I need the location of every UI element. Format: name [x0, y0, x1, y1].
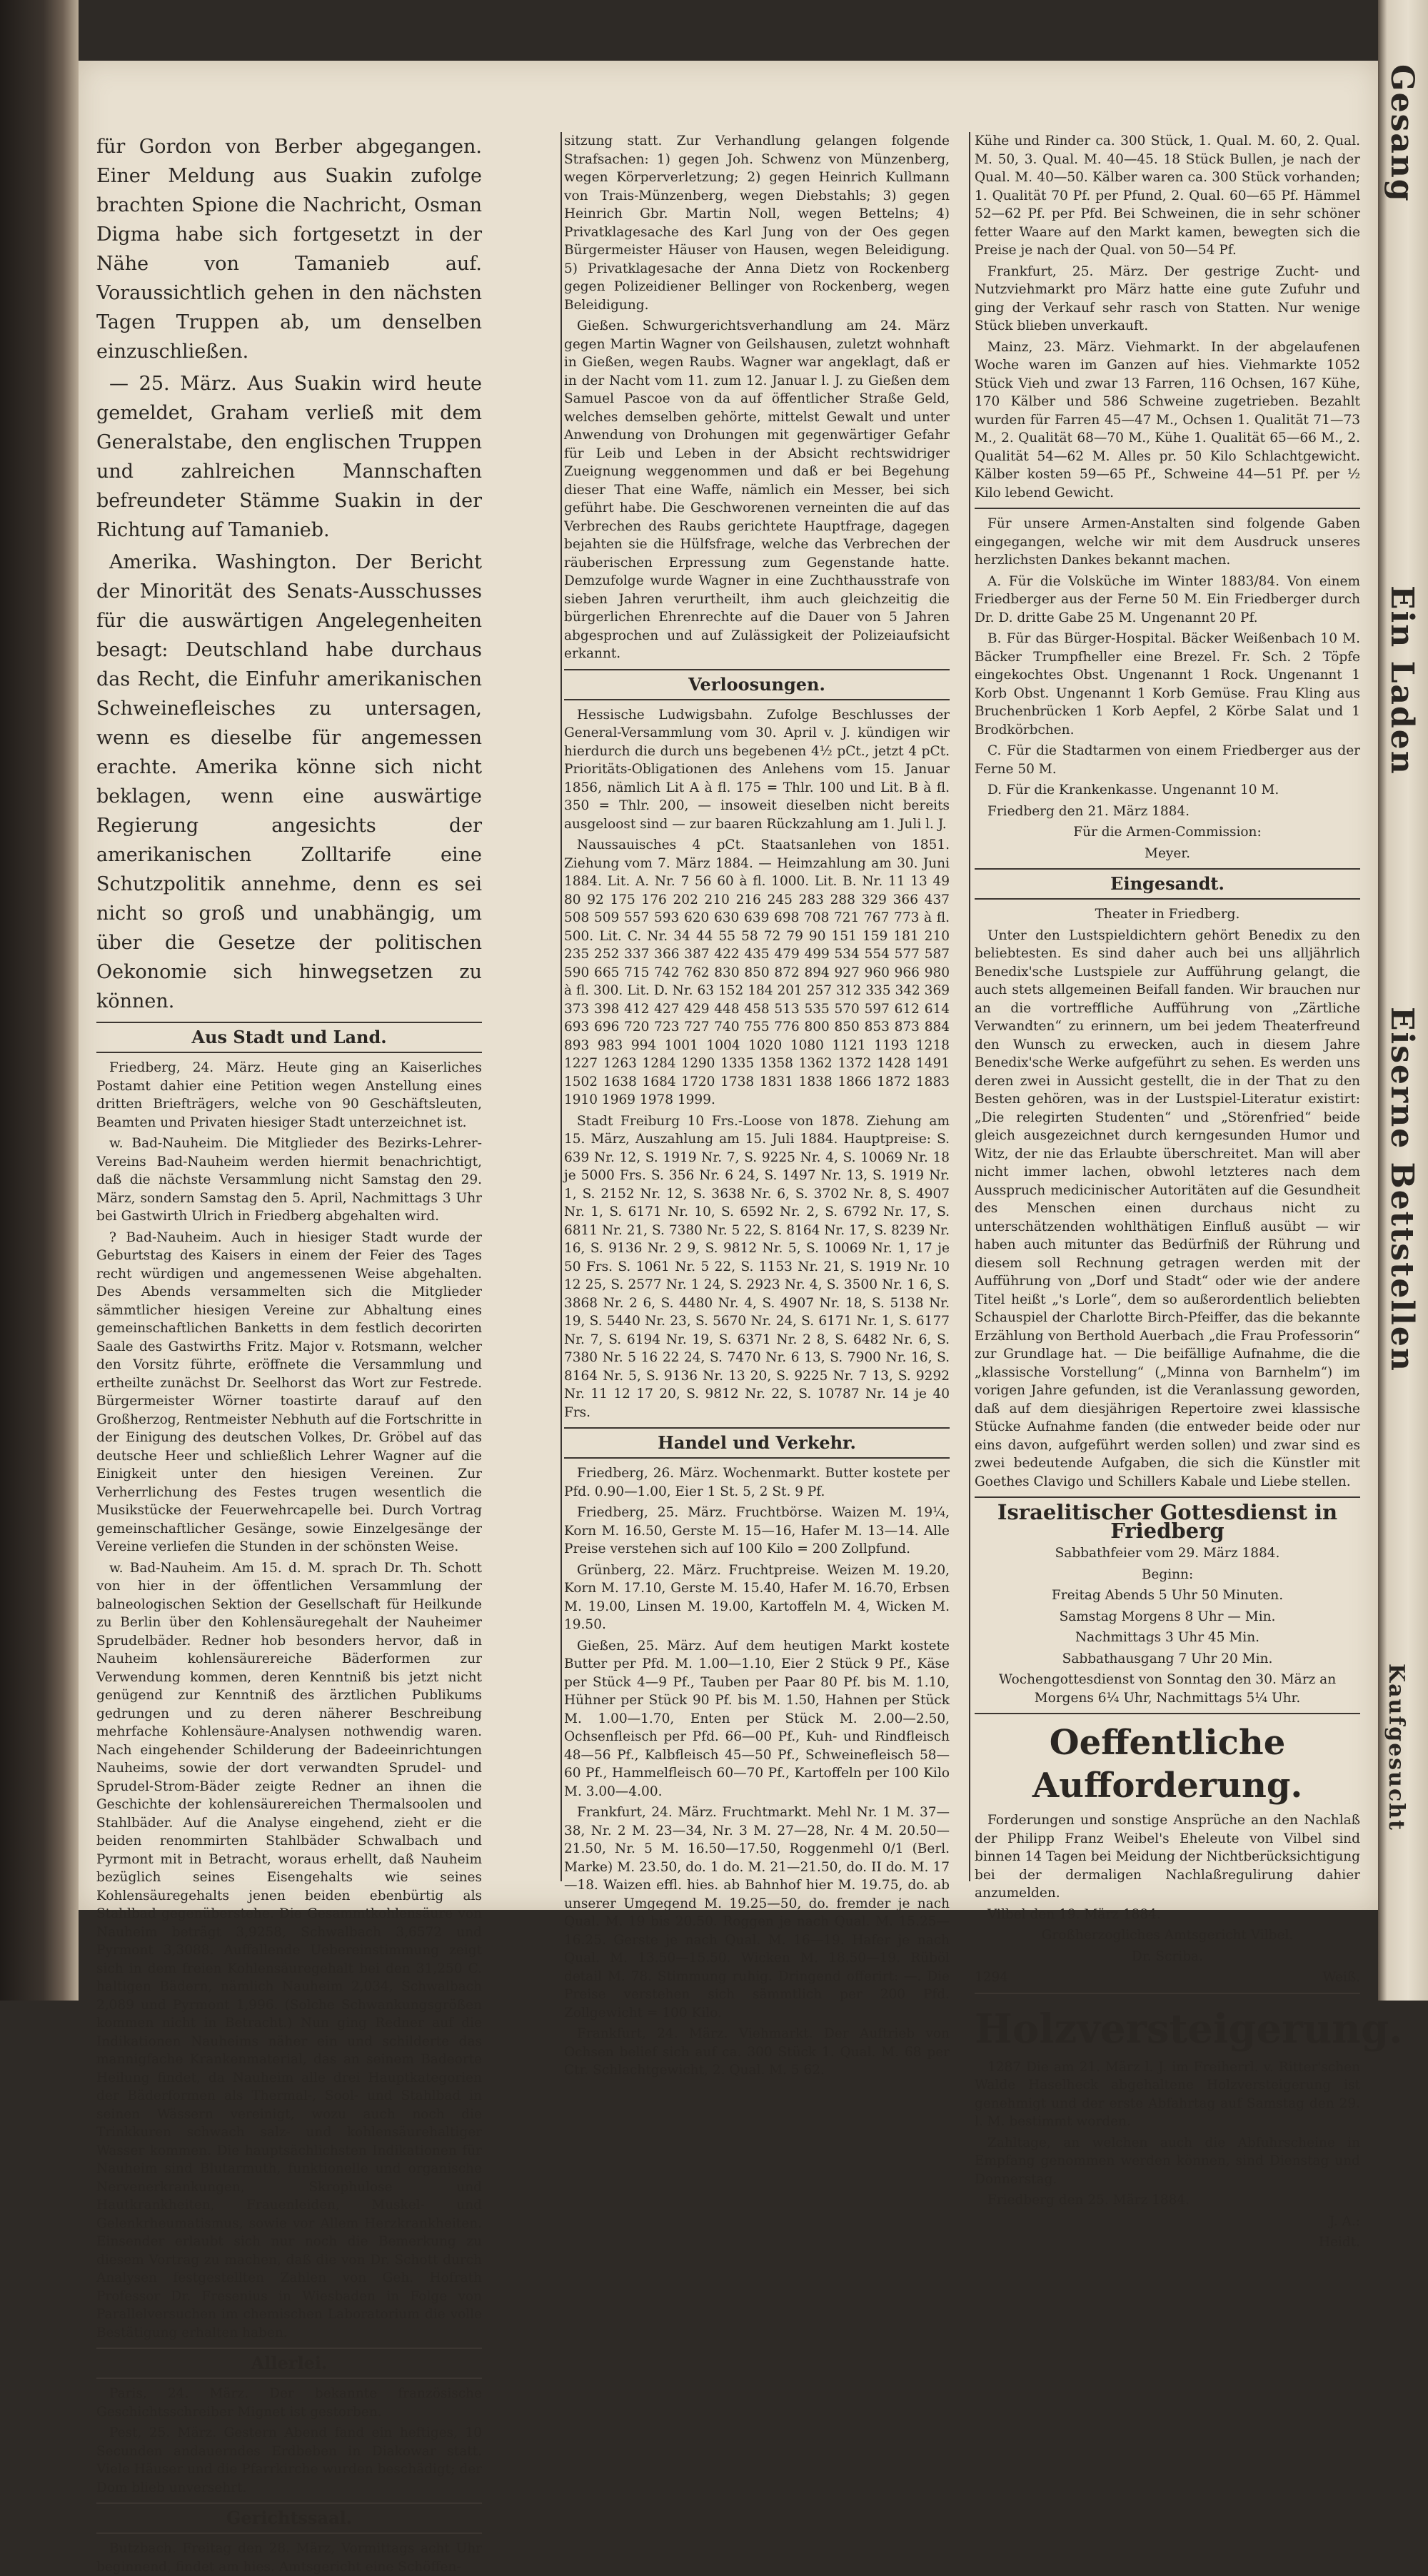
- article-text: Pest, 25. März. Gestern Abend fand ein heftiges, 10 Secunden andauerndes Erdbeben in Diakowar statt. Viele Häuser und die Pfarrkirche wurden beschädigt; der Dom blieb unversehrt.: [96, 2425, 482, 2495]
- column-1: [96, 132, 482, 2575]
- article-text: D. Für die Krankenkasse. Ungenannt 10 M.: [987, 783, 1279, 798]
- article-text: Butzbach. Freitag den 28. März, Vormittags acht Uhr beginnend, findet am hies. Amtsgericht eine Schöffen-: [96, 2541, 482, 2575]
- article-text: Friedberg, 25. März. Fruchtbörse. Waizen M. 19¼, Korn M. 16.50, Gerste M. 15—16, Hafer M. 13—14. Alle Preise verstehen sich auf 100 Kilo = 200 Zollpfund.: [564, 1505, 950, 1556]
- advertisement-signature: Weiß.: [1322, 1970, 1360, 1985]
- dateline: Friedberg den 21. März 1884.: [987, 803, 1190, 819]
- article-text: Mainz, 23. März. Viehmarkt. In der abgelaufenen Woche waren im Ganzen auf hies. Viehmarkte 1052 Stück Vieh und zwar 13 Farren, 116 Ochsen, 167 Kühe, 170 Kälber und 586 Schweine zugetrieben. Bezahlt wurden für Farren 45—47 M., Ochsen 1. Qualität 71—73 M., 2. Qualität 68—70 M., Kühe 1. Qualität 65—66 M., 2. Qualität 54—62 M. Alles pr. 50 Kilo Schlachtgewicht. Kälber kosten 59—65 Pf., Schweine 44—51 Pf. per ½ Kilo lebend Gewicht.: [975, 339, 1360, 500]
- divider: [975, 1993, 1360, 1994]
- article-text: ? Bad-Nauheim. Auch in hiesiger Stadt wurde der Geburtstag des Kaisers in einem der Feier des Tages recht würdigen und angemessenen Weise abgehalten. Des Abends versammelten sich die Mitglieder sämmtlicher hiesigen Vereine zur Abhaltung eines gemeinschaftlichen Banketts in dem festlich decorirten Saale des Gastwirths Fritz. Major v. Rotsmann, welcher den Vorsitz führte, eröffnete die Versammlung und ertheilte zunächst Dr. Seelhorst das Wort zur Festrede. Bürgermeister Wörner toastirte darauf auf den Großherzog, Rentmeister Nebhuth auf die Fortschritte in der Einigung des deutschen Volkes, Dr. Gröbel auf das deutsche Heer und schließlich Lehrer Wagner auf die Einigkeit unter den hiesigen Vereinen. Zur Verherrlichung des Festes trugen wesentlich die Musikstücke der Feuerwehrcapelle bei. Durch Vortrag gemeinschaftlicher Gesänge, sowie Einzelgesänge der Vereine verliefen die Stunden in der schönsten Weise.: [96, 1229, 482, 1554]
- article-text: Friedberg, 24. März. Heute ging an Kaiserliches Postamt dahier eine Petition wegen Anstellung eines dritten Briefträgers, welche von 90 Geschäftsleuten, Beamten und Privaten hiesiger Stadt unterzeichnet ist.: [96, 1060, 482, 1130]
- edge-text-3: Eiserne Bettstellen: [1384, 1007, 1420, 1372]
- edge-text-2: Ein Laden: [1384, 585, 1420, 775]
- article-text: für Gordon von Berber abgegangen. Einer Meldung aus Suakin zufolge brachten Spione die Nachricht, Osman Digma habe sich fortgesetzt in der Nähe von Tamanieb auf. Voraussichtlich gehen in den nächsten Tagen Truppen ab, um denselben einzuschließen.: [96, 136, 482, 363]
- article-text: Friedberg, 26. März. Wochenmarkt. Butter kostete per Pfd. 0.90—1.00, Eier 1 St. 5, 2 St. 9 Pf.: [564, 1466, 950, 1499]
- advertisement-text: 1287 Die am 21. März l. J. im Freiherrl. v. Ritter'schen Walde Haselheck abgehaltene Holzversteigerung ist genehmigt und der erste Abfahrtag auf Samstag den 29. l. M. bestimmt worden.: [975, 2059, 1360, 2129]
- section-heading: Handel und Verkehr.: [564, 1427, 950, 1459]
- advertisement-footer: [975, 1968, 1360, 1987]
- notice-line: Sabbathausgang 7 Uhr 20 Min.: [1062, 1651, 1273, 1666]
- book-spine-left: [0, 0, 79, 2001]
- article-text: sitzung statt. Zur Verhandlung gelangen folgende Strafsachen: 1) gegen Joh. Schwenz von Münzenberg, wegen Körperverletzung; 2) gegen Heinrich Kullmann von Trais-Münzenberg, wegen Diebstahls; 3) gegen Heinrich Gbr. Martin Noll, wegen Bettelns; 4) Privatklagesache des Karl Jung von der Oes gegen Bürgermeister Häuser von Hausen, wegen Beleidigung. 5) Privatklagesache der Anna Dietz von Rockenberg gegen Polizeidiener Bellinger von Rockenberg, wegen Beleidigung.: [564, 134, 950, 313]
- article-text: w. Bad-Nauheim. Die Mitglieder des Bezirks-Lehrer-Vereins Bad-Nauheim werden hiermit benachrichtigt, daß die nächste Versammlung nicht Samstag den 29. März, sondern Samstag den 5. April, Nachmittags 3 Uhr bei Gastwirth Ulrich in Friedberg abgehalten wird.: [96, 1136, 482, 1224]
- article-text: Paris, 24. März. Der bekannte französische Geschichtsschreiber Mignet ist gestorben.: [96, 2386, 482, 2420]
- notice-line: Freitag Abends 5 Uhr 50 Minuten.: [1051, 1588, 1284, 1603]
- advertisement-heading: Oeffentliche Aufforderung.: [1032, 1723, 1303, 1806]
- advertisement-text: Großherzogliches Amtsgericht Vilbel.: [1041, 1928, 1294, 1943]
- notice-line: Samstag Morgens 8 Uhr — Min.: [1059, 1609, 1276, 1624]
- notice-line: Sabbathfeier vom 29. März 1884.: [1055, 1546, 1280, 1561]
- section-heading: Verloosungen.: [564, 669, 950, 700]
- article-text: Frankfurt, 24. März. Viehmarkt. Der Auftrieb von Ochsen belief sich auf ca. 300 Stück 1. Qual. M. 68 per Ctr. Schlachtgewicht, 2. Qual. M. 5 62.: [564, 2026, 950, 2078]
- article-text: Grünberg, 22. März. Fruchtpreise. Weizen M. 19.20, Korn M. 17.10, Gerste M. 15.40, Hafer M. 16.70, Erbsen M. 19.00, Linsen M. 19.00, Kartoffeln M. 4, Wicken M. 19.50.: [564, 1562, 950, 1632]
- column-rule-1: [560, 132, 562, 1881]
- divider: [975, 508, 1360, 509]
- advertisement-signature: Heidt.: [1318, 2235, 1360, 2250]
- article-text: Frankfurt, 25. März. Der gestrige Zucht- und Nutzviehmarkt pro März hatte eine gute Zufuhr und ging der Verkauf sehr rasch von Statten. Nur wenige Stück blieben unverkauft.: [975, 263, 1360, 333]
- section-heading: Eingesandt.: [975, 868, 1360, 900]
- article-text: Unter den Lustspieldichtern gehört Benedix zu den beliebtesten. Es sind daher auch bei uns alljährlich Benedix'sche Lustspiele zur Aufführung gelangt, die auch stets allgemeinen Beifall fanden. Wir brauchen nur an die vortreffliche Aufführung von „Zärtliche Verwandten“ zu erinnern, um bei jedem Theaterfreund den Wunsch zu erwecken, auch in diesem Jahre Benedix'sche Werke aufgeführt zu sehen. Es werden uns deren zwei in Aussicht gestellt, die in der That zu den Besten gehören, was in der Lustspiel-Literatur existirt: „Die relegirten Studenten“ und „Störenfried“ beide gleich ausgezeichnet durch kerngesunden Humor und Witz, der nie das Erlaubte überschreitet. Man will aber nicht immer lachen, obwohl letzteres nach dem Ausspruch medicinischer Autoritäten auf die Gesundheit des Menschen einen durchaus nicht zu unterschätzenden wohlthätigen Einfluß ausübt — wir haben auch mitunter das Bedürfniß der Rührung und diesem soll Rechnung getragen werden mit der Aufführung von „Dorf und Stadt“ oder wie der andere Titel heißt „'s Lorle“, dem so außerordentlich beliebten Schauspiel der Charlotte Birch-Pfeiffer, das die bekannte Erzählung von Berthold Auerbach „die Frau Professorin“ zur Grundlage hat. — Die beifällige Aufnahme, die die „klassische Vorstellung“ („Minna von Barnhelm“) im vorigen Jahre gefunden, ist die Veranlassung geworden, daß auf dem diesjährigen Repertoire zwei klassische Stücke Aufnahme fanden (die entweder beide oder nur eins davon, aufgeführt werden sollen) und zwar sind es zwei bedeutende Aufgaben, die sich die Künstler mit Goethes Clavigo und Schillers Kabale und Liebe stellen.: [975, 927, 1360, 1489]
- article-text: Stadt Freiburg 10 Frs.-Loose von 1878. Ziehung am 15. März, Auszahlung am 15. Juli 1884. Hauptpreise: S. 639 Nr. 12, S. 1919 Nr. 7, S. 9225 Nr. 4, S. 10069 Nr. 18 je 5000 Frs. S. 356 Nr. 6 24, S. 1497 Nr. 13, S. 1919 Nr. 1, S. 2152 Nr. 12, S. 3638 Nr. 6, S. 3702 Nr. 8, S. 4907 Nr. 1, S. 6171 Nr. 10, S. 6592 Nr. 2, S. 6792 Nr. 17, S. 6811 Nr. 21, S. 7380 Nr. 5 22, S. 8164 Nr. 17, S. 8239 Nr. 16, S. 9136 Nr. 2 9, S. 9812 Nr. 5, S. 10069 Nr. 1, 17 je 50 Frs. S. 1061 Nr. 5 22, S. 1153 Nr. 21, S. 1919 Nr. 10 12 25, S. 2577 Nr. 1 24, S. 2923 Nr. 4, S. 3500 Nr. 1 6, S. 3868 Nr. 2 6, S. 4480 Nr. 4, S. 4907 Nr. 18, S. 5138 Nr. 19, S. 5440 Nr. 23, S. 5670 Nr. 24, S. 6171 Nr. 1, S. 6177 Nr. 7, S. 6194 Nr. 19, S. 6371 Nr. 2 8, S. 6482 Nr. 6, S. 7380 Nr. 5 16 22 24, S. 7470 Nr. 6 13, S. 7900 Nr. 16, S. 8164 Nr. 5, S. 9136 Nr. 13 20, S. 9225 Nr. 7 13, S. 9292 Nr. 11 12 17 20, S. 9812 Nr. 22, S. 10787 Nr. 14 je 40 Frs.: [564, 1113, 950, 1420]
- edge-text-4: Kaufgesucht: [1384, 1664, 1409, 1831]
- signature-name: Meyer.: [1145, 845, 1190, 861]
- divider: [975, 1713, 1360, 1714]
- advertisement-text: Forderungen und sonstige Ansprüche an den Nachlaß der Philipp Franz Weibel's Eheleute von Vilbel sind binnen 14 Tagen bei Meidung der Nichtberücksichtigung bei der dermaligen Nachlaßregulirung dahier anzumelden.: [975, 1813, 1360, 1901]
- article-text: w. Bad-Nauheim. Am 15. d. M. sprach Dr. Th. Schott von hier in der öffentlichen Versammlung der balneologischen Sektion der Gesellschaft für Heilkunde zu Berlin über den Kohlensäuregehalt der Nauheimer Sprudelbäder. Redner hob besonders hervor, daß in Nauheim kohlensäurereiche Bäderformen zur Verwendung kommen, deren Kenntniß bis jetzt nicht genügend zur Kenntniß des ärztlichen Publikums gedrungen und zu deren näherer Beschreibung mehrfache Kohlensäure-Analysen nothwendig waren. Nach eingehender Schilderung der Badeeinrichtungen Nauheims, sowie der dort verwandten Sprudel- und Sprudel-Strom-Bäder zeigte Redner an ihnen die Geschichte der kohlensäurereichen Thermalsoolen und Stahlbäder. Auf die Analyse eingehend, zieht er die beiden renommirten Stahlbäder Schwalbach und Pyrmont mit in Betracht, woraus erhellt, daß Nauheim bezüglich seines Eisengehalts wie seines Kohlensäuregehalts jenen beiden ebenbürtig als Stahlbad gegenüberstehe. Die Gesammtkohlensäure von Nauheim beträgt 3,9258, Schwalbach 3,6572 und Pyrmont 3,3088. Auffallende Uebereinstimmung zeigt sich in dem freien Kohlensäuregehalt bei den 31,250 C. haltigen Bädern, nämlich Nauheim 2,034, Schwalbach 2,089 und Pyrmont 1,996. (Solche Schwankungsgrößen kommen nicht in Betracht.) Nun ging Redner auf die Indikationen Nauheims näher ein und schilderte das mannigfache Krankenmaterial, das an seinem Badeorte Heilung findet, da Nauheim alle drei Hauptkategorien der Bäderformen als Thermal-, Sool- und Stahlbad in seinen Wässern vereinigt, wozu auch noch die Trinkkuren schwach salz- und kohlensäurehaltiger Wasser kommen. Die hauptsächlichsten Indikationen für Nauheim sind Blutarmuth, funktionelle und organische Nervenerkrankungen, Skrophulose und Hautkrankheiten, Frauenleiden, Muskel- und Gelenkrheumatismus, sowie vor Allem Herzkrankheiten. Einsender erlaubt sich nur noch die Bemerkung zu diesem Vortrag zu machen, daß die von Dr. Schott durch Analysen festgestellten Zahlen von Geh. Hofrath Professor Dr. Fresenius in Wiesbaden in Folge von Parallelversuchen im chemischen Laboratorium die volle Bestätigung erhalten haben.: [96, 1560, 482, 2340]
- advertisement-text: Dr. Scriba.: [1132, 1948, 1203, 1964]
- article-text: Amerika. Washington. Der Bericht der Minorität des Senats-Ausschusses für die auswärtigen Angelegenheiten besagt: Deutschland habe durchaus das Recht, die Einfuhr amerikanischen Schweinefleisches zu untersagen, wenn es dieselbe für angemessen erachte. Amerika könne sich nicht beklagen, wenn eine auswärtige Regierung angesichts der amerikanischen Zolltarife eine Schutzpolitik annehme, denn es sei nicht so groß und unabhängig, um über die Gesetze der politischen Oekonomie sich hinwegsetzen zu können.: [96, 551, 482, 1012]
- notice-line: Beginn:: [1141, 1566, 1194, 1582]
- notice-heading: Israelitischer Gottesdienst in Friedberg: [997, 1500, 1338, 1543]
- article-text: Frankfurt, 24. März. Fruchtmarkt. Mehl Nr. 1 M. 37—38, Nr. 2 M. 23—34, Nr. 3 M. 27—28, Nr. 4 M. 20.50—21.50, Nr. 5 M. 16.50—17.50, Roggenmehl 0/1 (Berl. Marke) M. 23.50, do. 1 do. M. 21—21.50, do. II do. M. 17—18. Waizen effl. hies. ab Bahnhof hier M. 19.75, do. ab unserer Umgegend M. 19.25—50, do. fremder je nach Qual. M. 19 bis 20.50. Roggen je nach Qual. M. 15.25—16.25. Gerste je nach Qual. M. 16—19. Hafer je nach Qual. M. 13.50—15.50. Wicken M. 18.50—19. Rüböl detail M. 78. Stimmung ruhig. Dringend offerirt: —. Die Preise verstehen sich sämmtlich per 200 Pfd. Zollgewicht = 100 Kilo.: [564, 1805, 950, 2021]
- column-rule-2: [969, 132, 970, 1881]
- advertisement-heading: Holzversteigerung.: [975, 2005, 1403, 2053]
- article-text: C. Für die Stadtarmen von einem Friedberger aus der Ferne 50 M.: [975, 743, 1360, 777]
- section-heading: Gerichtssaal.: [96, 2502, 482, 2534]
- section-heading: Aus Stadt und Land.: [96, 1022, 482, 1053]
- signature-line: Für die Armen-Commission:: [1073, 825, 1262, 840]
- article-text: A. Für die Volsküche im Winter 1883/84. Von einem Friedberger aus der Ferne 50 M. Ein Friedberger durch Dr. D. dritte Gabe 25 M. Ungenannt 20 Pf.: [975, 573, 1360, 625]
- divider: [975, 1496, 1360, 1498]
- advertisement-text: Friedberg den 25. März 1884.: [987, 2193, 1190, 2208]
- section-heading: Allerlei.: [96, 2348, 482, 2379]
- notice-line: Nachmittags 3 Uhr 45 Min.: [1075, 1630, 1260, 1645]
- notice-line: Wochengottesdienst von Sonntag den 30. März an Morgens 6¼ Uhr, Nachmittags 5¼ Uhr.: [998, 1672, 1337, 1706]
- article-text: Für unsere Armen-Anstalten sind folgende Gaben eingegangen, welche wir mit dem Ausdruck unseres herzlichsten Dankes bekannt machen.: [975, 516, 1360, 568]
- adjacent-page-edge: [1378, 0, 1428, 2001]
- advertisement-signature: J. A.:: [1329, 2213, 1360, 2229]
- advertisement-text: Zahltage, an welchen auch die Abfuhrscheine in Empfang genommen werden können, sind Dienstag und Donnerstag.: [975, 2135, 1360, 2187]
- article-text: B. Für das Bürger-Hospital. Bäcker Weißenbach 10 M. Bäcker Trumpfheller eine Brezel. Fr. Sch. 2 Töpfe eingekochtes Obst. Ungenannt 1 Rock. Ungenannt 1 Korb Obst. Ungenannt 1 Korb Gemüse. Frau Kling aus Bruchenbrücken 1 Korb Aepfel, 2 Körbe Salat und 1 Brodkörbchen.: [975, 631, 1360, 738]
- article-text: Gießen. Schwurgerichtsverhandlung am 24. März gegen Martin Wagner von Geilshausen, zuletzt wohnhaft in Gießen, wegen Raubs. Wagner war angeklagt, daß er in der Nacht vom 11. zum 12. Januar l. J. zu Gießen dem Samuel Pascoe von da auf öffentlicher Straße Geld, welches demselben gehörte, mittelst Gewalt und unter Anwendung von Drohungen mit gegenwärtiger Gefahr für Leib und Leben in der Absicht rechtswidriger Zueignung weggenommen und daß er bei Begehung dieser That eine Waffe, nämlich ein Messer, bei sich geführt habe. Die Geschworenen verneinten die auf das Verbrechen des Raubs gerichtete Hauptfrage, dagegen bejahten sie die Hülfsfrage, welche das Verbrechen der räuberischen Erpressung zum Gegenstande hatte. Demzufolge wurde Wagner in eine Zuchthausstrafe von sieben Jahren verurtheilt, ihm auch gleichzeitig die bürgerlichen Ehrenrechte auf die Dauer von 5 Jahren abgesprochen und auf Zulässigkeit der Polizeiaufsicht erkannt.: [564, 318, 950, 661]
- article-text: Naussauisches 4 pCt. Staatsanlehen von 1851. Ziehung vom 7. März 1884. — Heimzahlung am 30. Juni 1884. Lit. A. Nr. 7 56 60 à fl. 1000. Lit. B. Nr. 11 13 49 80 92 175 176 202 210 216 245 283 288 329 366 437 508 509 557 593 620 630 639 698 708 721 767 773 à fl. 500. Lit. C. Nr. 34 44 55 58 72 79 90 151 159 181 210 235 252 337 366 387 422 435 479 499 534 554 577 587 590 665 715 742 762 830 850 872 894 927 960 966 980 à fl. 300. Lit. D. Nr. 63 152 184 201 257 312 335 342 369 373 398 412 427 429 448 458 513 535 570 597 612 614 693 696 720 723 727 740 755 776 800 850 853 873 884 893 983 994 1001 1004 1020 1080 1121 1193 1218 1227 1263 1284 1290 1335 1358 1362 1372 1428 1491 1502 1638 1684 1720 1738 1831 1838 1866 1872 1883 1910 1969 1978 1999.: [564, 837, 950, 1107]
- article-text: Gießen, 25. März. Auf dem heutigen Markt kostete Butter per Pfd. M. 1.00—1.10, Eier 2 Stück 9 Pf., Käse per Stück 4—9 Pf., Tauben per Paar 80 Pf. bis M. 1.10, Hühner per Stück 90 Pf. bis M. 1.50, Hahnen per Stück M. 1.00—1.70, Enten per Stück M. 2.00—2.50, Ochsenfleisch per Pfd. 66—00 Pf., Kuh- und Rindfleisch 48—56 Pf., Kalbfleisch 45—50 Pf., Schweinefleisch 58—60 Pf., Hammelfleisch 60—70 Pf., Kartoffeln per 100 Kilo M. 3.00—4.00.: [564, 1638, 950, 1799]
- article-text: — 25. März. Aus Suakin wird heute gemeldet, Graham verließ mit dem Generalstabe, den englischen Truppen und zahlreichen Mannschaften befreundeter Stämme Suakin in der Richtung auf Tamanieb.: [96, 373, 482, 541]
- article-text: Kühe und Rinder ca. 300 Stück, 1. Qual. M. 60, 2. Qual. M. 50, 3. Qual. M. 40—45. 18 Stück Bullen, je nach der Qual. M. 40—50. Kälber waren ca. 300 Stück vorhanden; 1. Qualität 70 Pf. per Pfund, 2. Qual. 60—65 Pf. Hämmel 52—62 Pf. per Pfd. Bei Schweinen, die in sehr schöner fetter Waare auf den Markt kamen, bewegten sich die Preise je nach der Qual. von 50—54 Pf.: [975, 134, 1360, 258]
- article-text: Hessische Ludwigsbahn. Zufolge Beschlusses der General-Versammlung vom 30. April v. J. kündigen wir hierdurch die durch uns begebenen 4½ pCt., jetzt 4 pCt. Prioritäts-Obligationen des Anlehens vom 15. Januar 1856, nämlich Lit A à fl. 175 = Thlr. 100 und Lit. B à fl. 350 = Thlr. 200, — insoweit dieselben nicht bereits ausgeloost sind — zur baaren Rückzahlung am 1. Juli l. J.: [564, 707, 950, 832]
- advertisement-number: 1294: [975, 1970, 1009, 1985]
- edge-text-1: Gesang: [1384, 64, 1420, 203]
- column-2: [564, 132, 950, 2078]
- article-subtitle: Theater in Friedberg.: [1095, 907, 1240, 922]
- advertisement-text: Vilbel den 19. März 1884.: [987, 1906, 1161, 1922]
